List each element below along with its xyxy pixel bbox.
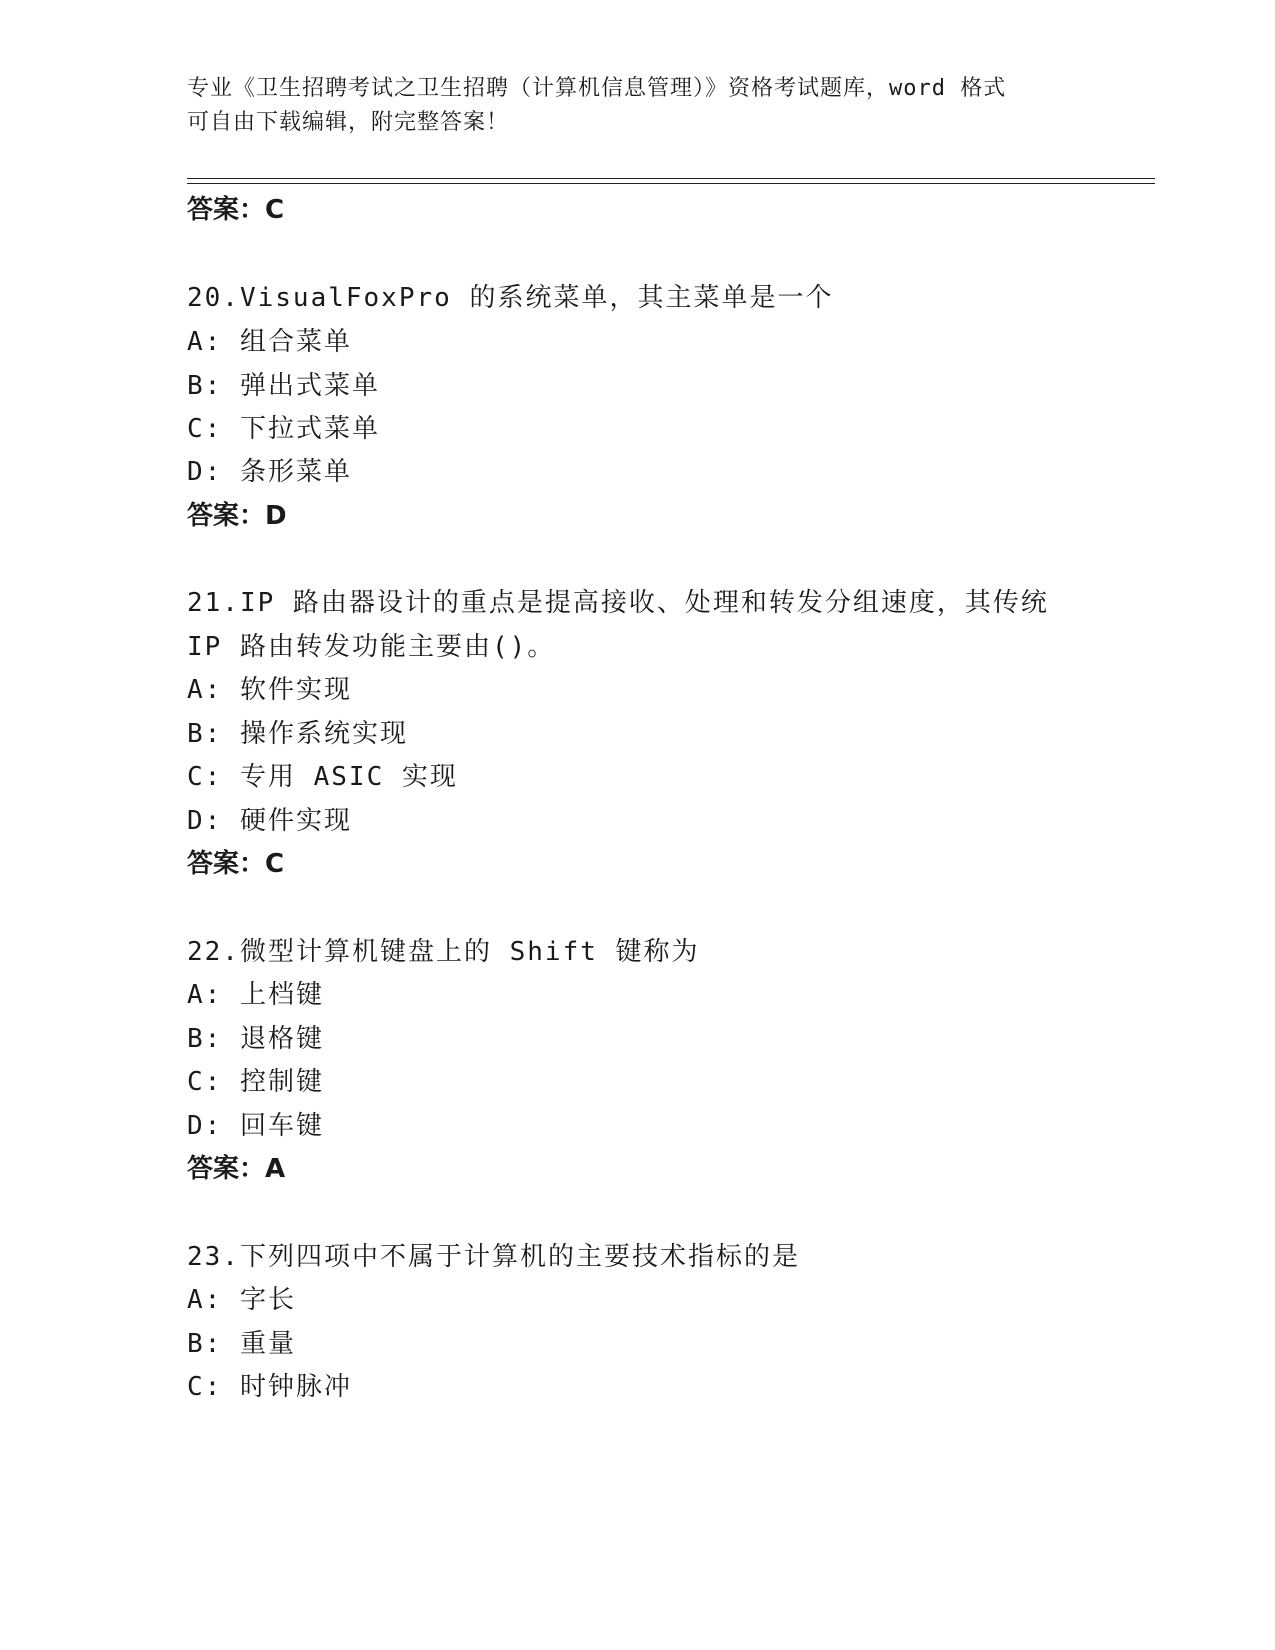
header-line-1: 专业《卫生招聘考试之卫生招聘（计算机信息管理）》资格考试题库，word 格式 bbox=[187, 76, 1007, 101]
question-20-answer: 答案：D bbox=[187, 501, 287, 531]
question-22-stem: 22.微型计算机键盘上的 Shift 键称为 bbox=[187, 937, 700, 967]
question-22-option-c: C: 控制键 bbox=[187, 1067, 324, 1097]
question-20-option-c: C: 下拉式菜单 bbox=[187, 414, 380, 444]
question-21-option-b: B: 操作系统实现 bbox=[187, 719, 408, 749]
question-21-option-d: D: 硬件实现 bbox=[187, 806, 352, 836]
header-divider-top bbox=[187, 178, 1155, 179]
question-23-option-a: A: 字长 bbox=[187, 1285, 296, 1315]
question-20-option-d: D: 条形菜单 bbox=[187, 457, 352, 487]
question-20-option-a: A: 组合菜单 bbox=[187, 327, 352, 357]
question-21-stem-line-1: 21.IP 路由器设计的重点是提高接收、处理和转发分组速度，其传统 bbox=[187, 588, 1049, 618]
question-22-option-a: A: 上档键 bbox=[187, 980, 324, 1010]
question-21-option-a: A: 软件实现 bbox=[187, 675, 352, 705]
question-21-answer: 答案：C bbox=[187, 849, 285, 879]
question-22-option-b: B: 退格键 bbox=[187, 1024, 324, 1054]
header-divider-bottom bbox=[187, 183, 1155, 184]
question-21-option-c: C: 专用 ASIC 实现 bbox=[187, 762, 458, 792]
question-22-answer: 答案：A bbox=[187, 1154, 286, 1184]
document-header bbox=[187, 72, 1087, 140]
question-20-option-b: B: 弹出式菜单 bbox=[187, 371, 380, 401]
previous-answer: 答案：C bbox=[187, 195, 285, 225]
question-23-stem: 23.下列四项中不属于计算机的主要技术指标的是 bbox=[187, 1242, 800, 1272]
question-22-option-d: D: 回车键 bbox=[187, 1111, 324, 1141]
question-23-option-c: C: 时钟脉冲 bbox=[187, 1372, 352, 1402]
header-line-2: 可自由下载编辑，附完整答案！ bbox=[187, 110, 510, 135]
question-23-option-b: B: 重量 bbox=[187, 1329, 296, 1359]
question-20-stem: 20.VisualFoxPro 的系统菜单，其主菜单是一个 bbox=[187, 283, 834, 313]
question-21-stem-line-2: IP 路由转发功能主要由()。 bbox=[187, 632, 556, 662]
